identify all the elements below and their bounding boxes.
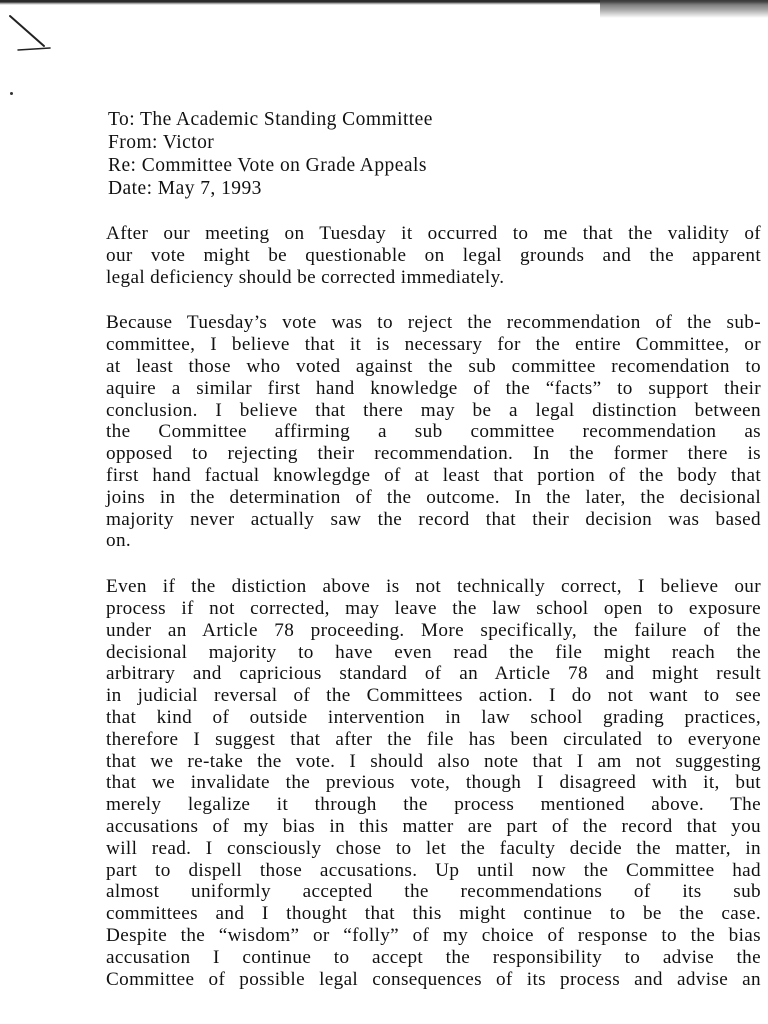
paragraph-1 [106, 223, 761, 288]
memo-body [106, 223, 761, 1014]
scan-smudge [600, 0, 768, 18]
memo-header [108, 108, 668, 200]
text-line: Despite the “wisdom” or “folly” of my choice of response to the bias [106, 924, 761, 946]
text-line: arbitrary and capricious standard of an Article 78 and might result [106, 663, 761, 685]
memo-subject: Re: Committee Vote on Grade Appeals [108, 155, 427, 176]
text-line: almost uniformly accepted the recommendations of its sub [106, 881, 761, 903]
memo-to: To: The Academic Standing Committee [108, 109, 433, 130]
text-line: process if not corrected, may leave the law school open to exposure [106, 597, 761, 619]
text-line: committee, I believe that it is necessary for the entire Committee, or [106, 334, 761, 356]
text-line: in judicial reversal of the Committees action. I do not want to see [106, 685, 761, 707]
text-line: the Committee affirming a sub committee recommendation as [106, 421, 761, 443]
text-line: Committee of possible legal consequences of its process and advise an [106, 968, 761, 990]
text-line: part to dispell those accusations. Up until now the Committee had [106, 859, 761, 881]
text-line: that kind of outside intervention in law school grading practices, [106, 706, 761, 728]
paragraph-3 [106, 576, 761, 990]
text-line: majority never actually saw the record that their decision was based [106, 508, 761, 530]
text-line: After our meeting on Tuesday it occurred to me that the validity of [106, 223, 761, 244]
text-line: conclusion. I believe that there may be a legal distinction between [106, 399, 761, 421]
text-line: merely legalize it through the process mentioned above. The [106, 794, 761, 816]
text-line: at least those who voted against the sub committee recomendation to [106, 355, 761, 377]
text-line: that we invalidate the previous vote, though I disagreed with it, but [106, 772, 761, 794]
text-line: that we re-take the vote. I should also note that I am not suggesting [106, 750, 761, 772]
text-line: under an Article 78 proceeding. More specifically, the failure of the [106, 619, 761, 641]
text-line: our vote might be questionable on legal grounds and the apparent [106, 244, 761, 266]
memo-from: From: Victor [108, 132, 215, 153]
text-line: decisional majority to have even read the file might reach the [106, 641, 761, 663]
text-line: first hand factual knowlegdge of at least that portion of the body that [106, 464, 761, 486]
text-line: therefore I suggest that after the file has been circulated to everyone [106, 728, 761, 750]
text-line: Because Tuesday’s vote was to reject the recommendation of the sub- [106, 312, 761, 334]
scan-speck [10, 92, 13, 95]
text-line: opposed to rejecting their recommendation. In the former there is [106, 443, 761, 465]
text-line: committees and I thought that this might continue to be the case. [106, 903, 761, 925]
text-line: will read. I consciously chose to let the faculty decide the matter, in [106, 837, 761, 859]
text-line: Even if the distiction above is not technically correct, I believe our [106, 576, 761, 598]
memo-date: Date: May 7, 1993 [108, 178, 262, 199]
paragraph-2 [106, 312, 761, 552]
text-line: accusations of my bias in this matter are part of the record that you [106, 815, 761, 837]
text-line: on. [106, 530, 132, 552]
text-line: accusation I continue to accept the responsibility to advise the [106, 946, 761, 968]
text-line: legal deficiency should be corrected immediately. [106, 266, 505, 288]
text-line: joins in the determination of the outcome. In the later, the decisional [106, 486, 761, 508]
corner-pen-mark [4, 12, 54, 58]
text-line: aquire a similar first hand knowledge of the “facts” to support their [106, 377, 761, 399]
